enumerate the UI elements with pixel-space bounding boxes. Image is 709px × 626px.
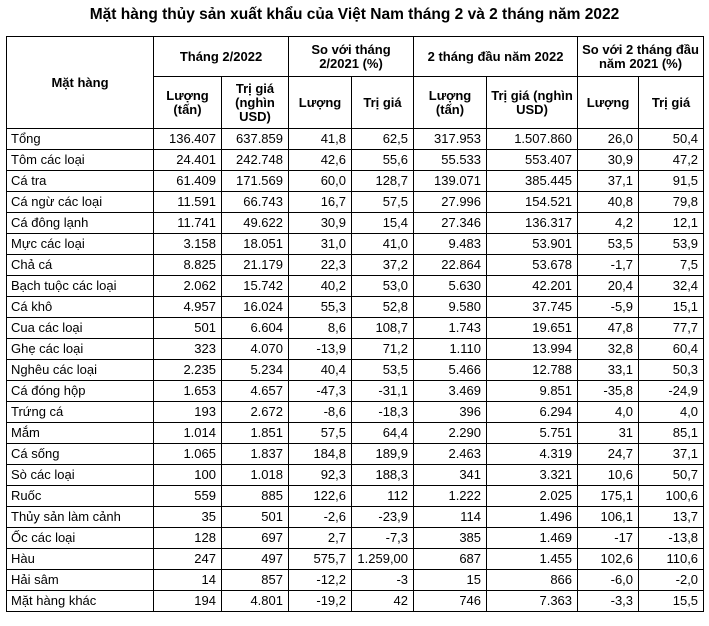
table-cell: 53,5 xyxy=(352,360,414,381)
row-label: Mắm xyxy=(7,423,154,444)
table-row xyxy=(7,465,704,486)
row-label: Cá đông lạnh xyxy=(7,213,154,234)
table-cell: 15,1 xyxy=(639,297,704,318)
table-cell: 77,7 xyxy=(639,318,704,339)
table-cell: 15,5 xyxy=(639,591,704,612)
table-cell: 47,2 xyxy=(639,150,704,171)
table-cell: 42 xyxy=(352,591,414,612)
table-cell: 128 xyxy=(154,528,222,549)
table-cell: 1.653 xyxy=(154,381,222,402)
table-row xyxy=(7,423,704,444)
table-cell: 1.018 xyxy=(222,465,289,486)
table-cell: 4.319 xyxy=(487,444,578,465)
table-cell: 37,2 xyxy=(352,255,414,276)
table-cell: 1.837 xyxy=(222,444,289,465)
table-cell: 3.321 xyxy=(487,465,578,486)
table-cell: 1.851 xyxy=(222,423,289,444)
table-cell: 30,9 xyxy=(289,213,352,234)
table-cell: 26,0 xyxy=(578,129,639,150)
table-cell: -31,1 xyxy=(352,381,414,402)
table-cell: 885 xyxy=(222,486,289,507)
page-title: Mặt hàng thủy sản xuất khẩu của Việt Nam tháng 2 và 2 tháng năm 2022 xyxy=(89,6,620,23)
row-label: Cá sống xyxy=(7,444,154,465)
row-label: Mực các loại xyxy=(7,234,154,255)
table-row xyxy=(7,234,704,255)
table-cell: 19.651 xyxy=(487,318,578,339)
table-cell: -12,2 xyxy=(289,570,352,591)
table-cell: 53,9 xyxy=(639,234,704,255)
table-cell: 31 xyxy=(578,423,639,444)
table-cell: 637.859 xyxy=(222,129,289,150)
table-cell: 85,1 xyxy=(639,423,704,444)
table-row xyxy=(7,150,704,171)
table-cell: 1.014 xyxy=(154,423,222,444)
table-cell: 687 xyxy=(414,549,487,570)
table-cell: 9.580 xyxy=(414,297,487,318)
table-cell: 396 xyxy=(414,402,487,423)
table-cell: 50,4 xyxy=(639,129,704,150)
table-cell: 55,3 xyxy=(289,297,352,318)
table-cell: 385.445 xyxy=(487,171,578,192)
table-cell: -47,3 xyxy=(289,381,352,402)
row-label: Mặt hàng khác xyxy=(7,591,154,612)
table-cell: 61.409 xyxy=(154,171,222,192)
table-row xyxy=(7,192,704,213)
table-cell: 6.604 xyxy=(222,318,289,339)
table-cell: 10,6 xyxy=(578,465,639,486)
table-cell: 15.742 xyxy=(222,276,289,297)
table-cell: 91,5 xyxy=(639,171,704,192)
table-cell: 32,4 xyxy=(639,276,704,297)
table-cell: 37,1 xyxy=(639,444,704,465)
table-cell: -17 xyxy=(578,528,639,549)
table-row xyxy=(7,570,704,591)
table-cell: 1.259,00 xyxy=(352,549,414,570)
table-cell: 189,9 xyxy=(352,444,414,465)
table-cell: 323 xyxy=(154,339,222,360)
table-cell: 1.496 xyxy=(487,507,578,528)
row-label: Tổng xyxy=(7,129,154,150)
table-cell: -7,3 xyxy=(352,528,414,549)
table-cell: 35 xyxy=(154,507,222,528)
table-cell: 18.051 xyxy=(222,234,289,255)
row-label: Ghẹ các loại xyxy=(7,339,154,360)
row-label: Cá đóng hộp xyxy=(7,381,154,402)
row-label: Sò các loại xyxy=(7,465,154,486)
table-cell: 40,4 xyxy=(289,360,352,381)
table-cell: 22.864 xyxy=(414,255,487,276)
table-cell: 13.994 xyxy=(487,339,578,360)
table-cell: 71,2 xyxy=(352,339,414,360)
table-cell: 66.743 xyxy=(222,192,289,213)
table-cell: 100,6 xyxy=(639,486,704,507)
table-cell: 37.745 xyxy=(487,297,578,318)
table-cell: 5.466 xyxy=(414,360,487,381)
table-cell: 9.851 xyxy=(487,381,578,402)
table-cell: 6.294 xyxy=(487,402,578,423)
table-cell: 2.025 xyxy=(487,486,578,507)
table-row xyxy=(7,213,704,234)
table-cell: 1.469 xyxy=(487,528,578,549)
table-cell: 12.788 xyxy=(487,360,578,381)
table-cell: 2,7 xyxy=(289,528,352,549)
row-label: Ốc các loại xyxy=(7,528,154,549)
table-cell: 171.569 xyxy=(222,171,289,192)
table-cell: 21.179 xyxy=(222,255,289,276)
table-cell: 55,6 xyxy=(352,150,414,171)
table-cell: 7,5 xyxy=(639,255,704,276)
table-cell: 11.741 xyxy=(154,213,222,234)
table-cell: 42.201 xyxy=(487,276,578,297)
table-cell: 27.346 xyxy=(414,213,487,234)
table-row xyxy=(7,171,704,192)
table-cell: 4.657 xyxy=(222,381,289,402)
table-cell: 2.672 xyxy=(222,402,289,423)
table-cell: 242.748 xyxy=(222,150,289,171)
table-cell: 193 xyxy=(154,402,222,423)
table-cell: -2,6 xyxy=(289,507,352,528)
table-cell: 15 xyxy=(414,570,487,591)
table-cell: 136.407 xyxy=(154,129,222,150)
row-label: Chả cá xyxy=(7,255,154,276)
row-label: Cua các loại xyxy=(7,318,154,339)
table-cell: 1.222 xyxy=(414,486,487,507)
table-row xyxy=(7,444,704,465)
table-cell: 37,1 xyxy=(578,171,639,192)
table-cell: 857 xyxy=(222,570,289,591)
table-cell: 114 xyxy=(414,507,487,528)
row-label: Ruốc xyxy=(7,486,154,507)
table-row xyxy=(7,360,704,381)
table-cell: 60,0 xyxy=(289,171,352,192)
table-cell: 22,3 xyxy=(289,255,352,276)
row-label: Tôm các loại xyxy=(7,150,154,171)
table-row xyxy=(7,591,704,612)
table-cell: 57,5 xyxy=(289,423,352,444)
table-cell: -5,9 xyxy=(578,297,639,318)
table-cell: 12,1 xyxy=(639,213,704,234)
table-cell: 5.630 xyxy=(414,276,487,297)
table-cell: 4.070 xyxy=(222,339,289,360)
table-cell: -24,9 xyxy=(639,381,704,402)
table-cell: 4.801 xyxy=(222,591,289,612)
table-cell: -19,2 xyxy=(289,591,352,612)
header-value-2m: Trị giá (nghìn USD) xyxy=(487,77,578,129)
table-cell: 2.463 xyxy=(414,444,487,465)
table-cell: 24,7 xyxy=(578,444,639,465)
table-cell: 15,4 xyxy=(352,213,414,234)
table-cell: 14 xyxy=(154,570,222,591)
table-cell: 697 xyxy=(222,528,289,549)
table-cell: 49.622 xyxy=(222,213,289,234)
table-cell: -13,9 xyxy=(289,339,352,360)
table-row xyxy=(7,129,704,150)
table-cell: 317.953 xyxy=(414,129,487,150)
table-cell: 1.065 xyxy=(154,444,222,465)
table-cell: 3.469 xyxy=(414,381,487,402)
table-row xyxy=(7,255,704,276)
table-row xyxy=(7,339,704,360)
header-group-2m-2022: 2 tháng đầu năm 2022 xyxy=(414,37,578,77)
table-cell: 122,6 xyxy=(289,486,352,507)
export-table xyxy=(6,36,704,612)
table-cell: 5.234 xyxy=(222,360,289,381)
table-cell: 64,4 xyxy=(352,423,414,444)
table-cell: -23,9 xyxy=(352,507,414,528)
table-cell: 2.062 xyxy=(154,276,222,297)
table-cell: 55.533 xyxy=(414,150,487,171)
table-cell: 33,1 xyxy=(578,360,639,381)
table-cell: 40,2 xyxy=(289,276,352,297)
header-quantity: Lượng (tấn) xyxy=(154,77,222,129)
table-cell: 188,3 xyxy=(352,465,414,486)
table-cell: 112 xyxy=(352,486,414,507)
table-cell: 57,5 xyxy=(352,192,414,213)
table-cell: -13,8 xyxy=(639,528,704,549)
table-cell: 60,4 xyxy=(639,339,704,360)
table-cell: 16,7 xyxy=(289,192,352,213)
table-cell: 154.521 xyxy=(487,192,578,213)
table-cell: 50,7 xyxy=(639,465,704,486)
table-cell: -18,3 xyxy=(352,402,414,423)
header-quantity-2m: Lượng (tấn) xyxy=(414,77,487,129)
table-cell: 100 xyxy=(154,465,222,486)
table-cell: 40,8 xyxy=(578,192,639,213)
table-cell: 194 xyxy=(154,591,222,612)
table-cell: 4.957 xyxy=(154,297,222,318)
header-value-pct: Trị giá xyxy=(352,77,414,129)
table-cell: 575,7 xyxy=(289,549,352,570)
table-cell: 79,8 xyxy=(639,192,704,213)
table-cell: 32,8 xyxy=(578,339,639,360)
table-cell: -3,3 xyxy=(578,591,639,612)
row-label: Bạch tuộc các loại xyxy=(7,276,154,297)
table-cell: 2.235 xyxy=(154,360,222,381)
table-cell: 42,6 xyxy=(289,150,352,171)
table-cell: -2,0 xyxy=(639,570,704,591)
table-row xyxy=(7,318,704,339)
table-cell: 41,0 xyxy=(352,234,414,255)
table-cell: 92,3 xyxy=(289,465,352,486)
table-cell: 24.401 xyxy=(154,150,222,171)
table-cell: 31,0 xyxy=(289,234,352,255)
table-cell: 50,3 xyxy=(639,360,704,381)
table-cell: 20,4 xyxy=(578,276,639,297)
header-group-feb-2022: Tháng 2/2022 xyxy=(154,37,289,77)
table-cell: 385 xyxy=(414,528,487,549)
table-cell: 128,7 xyxy=(352,171,414,192)
table-row xyxy=(7,381,704,402)
table-cell: 62,5 xyxy=(352,129,414,150)
row-label: Cá ngừ các loại xyxy=(7,192,154,213)
table-cell: 53,0 xyxy=(352,276,414,297)
table-cell: 110,6 xyxy=(639,549,704,570)
table-cell: 4,0 xyxy=(578,402,639,423)
table-cell: 553.407 xyxy=(487,150,578,171)
table-cell: 9.483 xyxy=(414,234,487,255)
table-row xyxy=(7,507,704,528)
table-cell: 559 xyxy=(154,486,222,507)
table-cell: 175,1 xyxy=(578,486,639,507)
table-cell: 53.678 xyxy=(487,255,578,276)
table-cell: 184,8 xyxy=(289,444,352,465)
row-label: Nghêu các loại xyxy=(7,360,154,381)
table-cell: 139.071 xyxy=(414,171,487,192)
row-label: Hàu xyxy=(7,549,154,570)
table-row xyxy=(7,486,704,507)
table-cell: 866 xyxy=(487,570,578,591)
table-cell: 247 xyxy=(154,549,222,570)
table-cell: 102,6 xyxy=(578,549,639,570)
table-cell: 1.743 xyxy=(414,318,487,339)
table-cell: 30,9 xyxy=(578,150,639,171)
row-label: Hải sâm xyxy=(7,570,154,591)
table-cell: -3 xyxy=(352,570,414,591)
row-label: Trứng cá xyxy=(7,402,154,423)
table-cell: 27.996 xyxy=(414,192,487,213)
table-row xyxy=(7,276,704,297)
table-cell: 108,7 xyxy=(352,318,414,339)
table-cell: 1.507.860 xyxy=(487,129,578,150)
table-cell: 5.751 xyxy=(487,423,578,444)
table-cell: 341 xyxy=(414,465,487,486)
table-cell: 1.455 xyxy=(487,549,578,570)
table-cell: 3.158 xyxy=(154,234,222,255)
table-cell: 136.317 xyxy=(487,213,578,234)
row-label: Thủy sản làm cảnh xyxy=(7,507,154,528)
table-cell: 53,5 xyxy=(578,234,639,255)
table-cell: 4,2 xyxy=(578,213,639,234)
table-cell: -8,6 xyxy=(289,402,352,423)
table-cell: 16.024 xyxy=(222,297,289,318)
header-value-2m-pct: Trị giá xyxy=(639,77,704,129)
table-cell: -35,8 xyxy=(578,381,639,402)
table-cell: 746 xyxy=(414,591,487,612)
row-label: Cá tra xyxy=(7,171,154,192)
table-cell: 41,8 xyxy=(289,129,352,150)
table-row xyxy=(7,297,704,318)
table-cell: 8.825 xyxy=(154,255,222,276)
table-cell: 13,7 xyxy=(639,507,704,528)
table-cell: 4,0 xyxy=(639,402,704,423)
header-group-vs-2m-2021: So với 2 tháng đầu năm 2021 (%) xyxy=(578,37,704,77)
table-cell: 1.110 xyxy=(414,339,487,360)
table-cell: 8,6 xyxy=(289,318,352,339)
table-cell: 106,1 xyxy=(578,507,639,528)
table-cell: 7.363 xyxy=(487,591,578,612)
table-cell: -6,0 xyxy=(578,570,639,591)
table-cell: 2.290 xyxy=(414,423,487,444)
table-cell: 11.591 xyxy=(154,192,222,213)
header-item: Mặt hàng xyxy=(7,37,154,129)
table-cell: 52,8 xyxy=(352,297,414,318)
table-row xyxy=(7,402,704,423)
table-cell: 53.901 xyxy=(487,234,578,255)
table-cell: 47,8 xyxy=(578,318,639,339)
table-row xyxy=(7,528,704,549)
header-quantity-2m-pct: Lượng xyxy=(578,77,639,129)
table-cell: 501 xyxy=(222,507,289,528)
row-label: Cá khô xyxy=(7,297,154,318)
table-row xyxy=(7,549,704,570)
header-value: Trị giá (nghìn USD) xyxy=(222,77,289,129)
table-cell: -1,7 xyxy=(578,255,639,276)
header-quantity-pct: Lượng xyxy=(289,77,352,129)
header-group-vs-feb-2021: So với tháng 2/2021 (%) xyxy=(289,37,414,77)
table-cell: 497 xyxy=(222,549,289,570)
table-cell: 501 xyxy=(154,318,222,339)
